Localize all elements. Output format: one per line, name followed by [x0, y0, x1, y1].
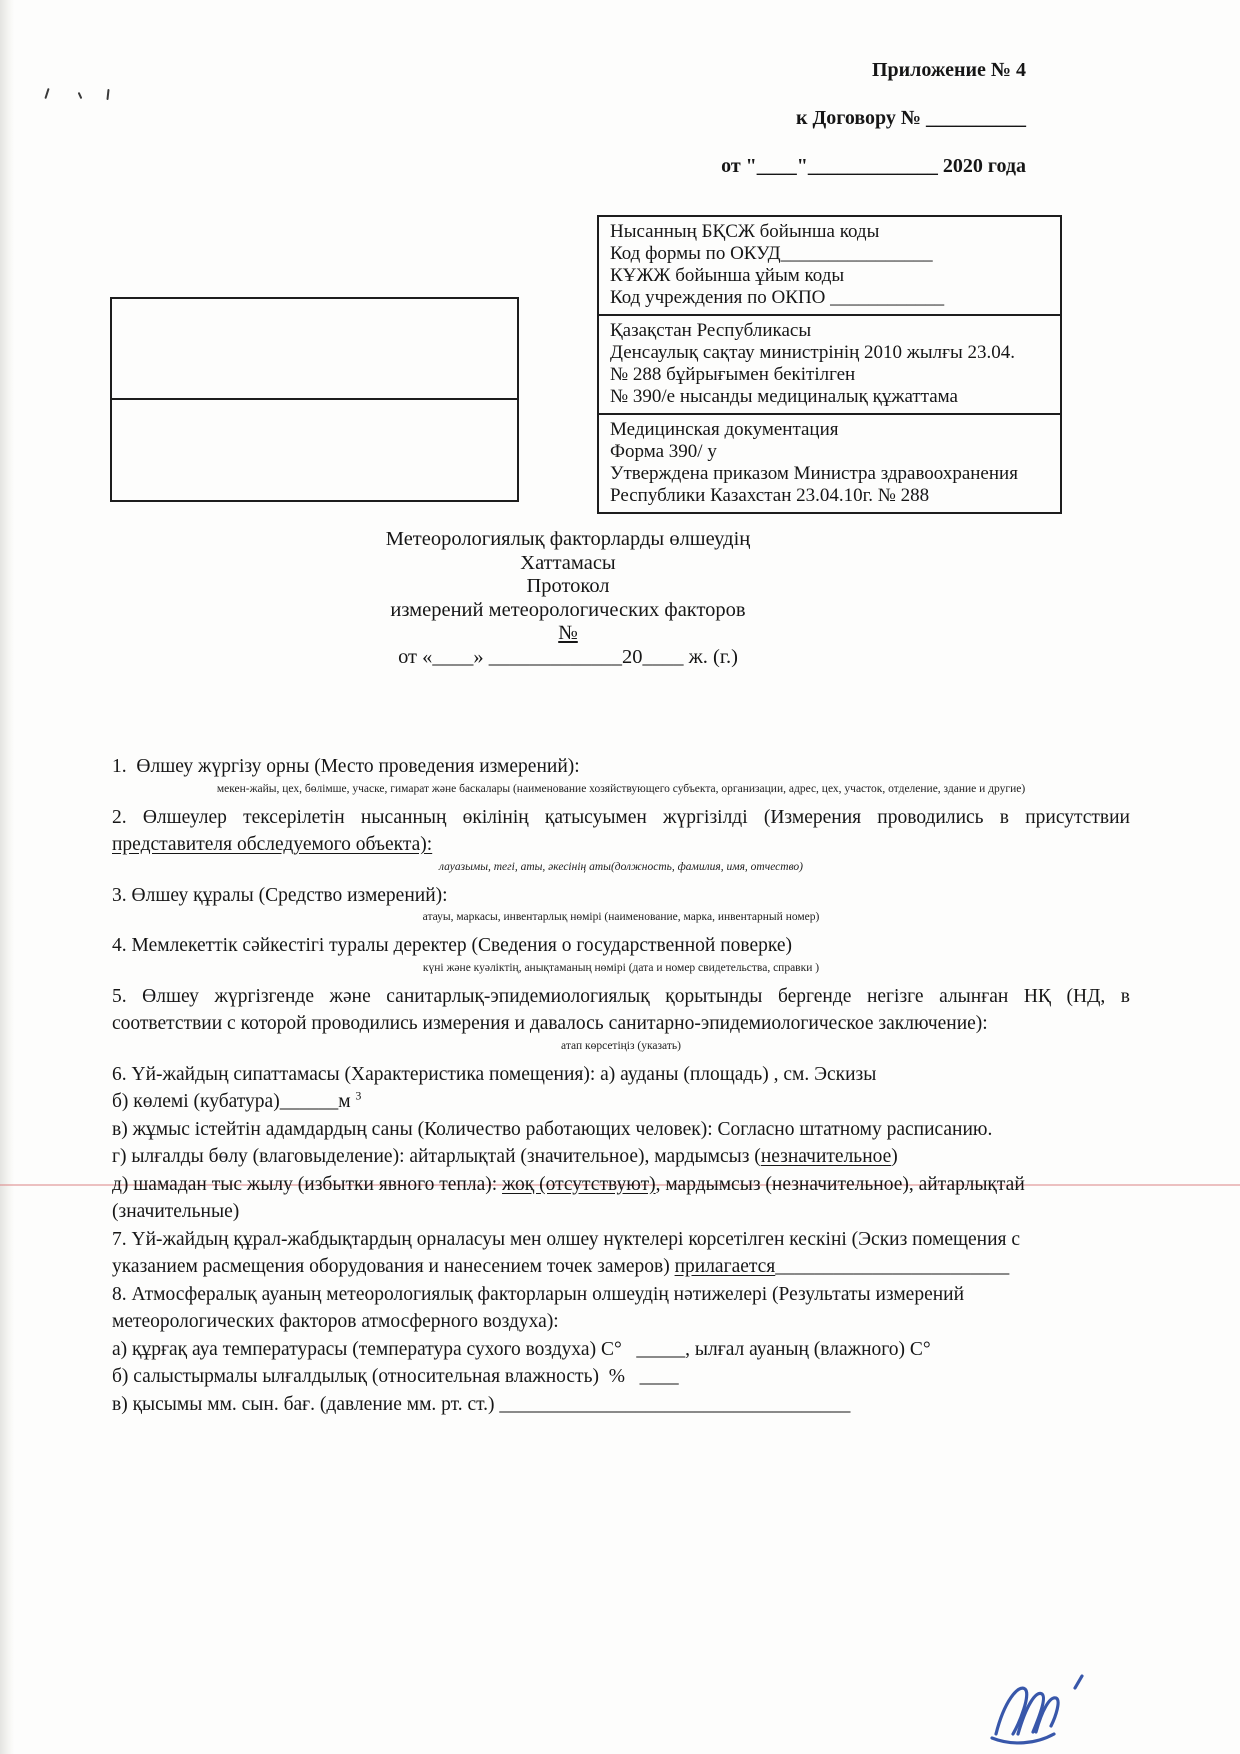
- protocol-title: [112, 528, 1024, 669]
- form-line: мекен-жайы, цех, бөлімше, учаске, гимарат және баскалары (наименование хозяйствующего субъекта, организации, адрес, цех, участок, отделение, здание и другие): [216, 782, 1026, 795]
- form-line: г) ылғалды бөлу (влаговыделение): айтарлықтай (значительное), мардымсыз (незначительное): [112, 1146, 898, 1167]
- text-line: Нысанның БҚСЖ бойынша коды: [610, 221, 880, 242]
- document-header: [721, 58, 1026, 202]
- form-line: 5. Өлшеу жүргізгенде және санитарлық-эпидемиологиялық қорытынды бергенде негізге алынған НҚ (НД, в: [112, 985, 1130, 1007]
- codes-cell: [599, 217, 1060, 314]
- form-line: б) көлемі (кубатура)______м $^3$: [112, 1088, 362, 1112]
- form-line: 2. Өлшеулер тексерілетін нысанның өкілінің қатысуымен жүргізілді (Измерения проводились в присутствии: [112, 806, 1130, 828]
- pen-mark: [106, 89, 109, 100]
- form-line: күні және куәліктің, анықтаманың нөмірі (дата и номер свидетельства, справки ): [422, 961, 820, 974]
- form-line: д) шамадан тыс жылу (избытки явного тепла): жоқ (отсутствуют), мардымсыз (незначительное), айтарлықтай: [112, 1173, 1025, 1195]
- text-line: Код формы по ОКУД________________: [610, 243, 933, 264]
- form-body: [112, 753, 1130, 1418]
- form-line: в) қысымы мм. сын. бағ. (давление мм. рт. ст.) ____________________________________: [112, 1393, 851, 1415]
- form-line: б) салыстырмалы ылғалдылық (относительная влажность) % ____: [112, 1366, 679, 1387]
- text-line: КҰЖЖ бойынша ұйым коды: [610, 265, 845, 286]
- empty-cell: [112, 299, 517, 400]
- text-line: № 288 бұйрығымен бекітілген: [610, 364, 856, 385]
- text-line: Протокол: [526, 575, 610, 597]
- form-line: 4. Мемлекеттік сәйкестігі туралы деректер (Сведения о государственной поверке): [112, 935, 793, 956]
- form-line: (значительные): [112, 1201, 240, 1222]
- pen-mark: [44, 88, 49, 99]
- scan-edge-artifact: [0, 0, 14, 1754]
- form-line: атап көрсетіңіз (указать): [561, 1039, 681, 1052]
- form-line: указанием расмещения оборудования и нанесением точек замеров) прилагается________________________: [112, 1256, 1010, 1277]
- pen-mark: [78, 92, 83, 99]
- text-line: Код учреждения по ОКПО ____________: [610, 287, 945, 308]
- empty-cell: [112, 400, 517, 499]
- date-line: от "____"_____________ 2020 года: [721, 155, 1026, 177]
- text-line: Форма 390/ у: [610, 441, 717, 462]
- appendix-label: Приложение № 4: [871, 59, 1026, 81]
- form-line: представителя обследуемого объекта):: [112, 834, 433, 855]
- text-line: Хаттамасы: [520, 551, 616, 574]
- text-line: Денсаулық сақтау министрінің 2010 жылғы 23.04.: [610, 342, 1015, 363]
- form-line: 1. Өлшеу жүргізу орны (Место проведения измерений):: [112, 756, 580, 777]
- text-line: Утверждена приказом Министра здравоохранения: [610, 463, 1018, 484]
- text-line: Метеорологиялық факторларды өлшеудің: [385, 528, 751, 550]
- form-line: в) жұмыс істейтін адамдардың саны (Количество работающих человек): Согласно штатному расписанию.: [112, 1118, 993, 1140]
- text-line: Республики Казахстан 23.04.10г. № 288: [610, 485, 930, 506]
- form-line: а) құрғақ ауа температурасы (температура сухого воздуха) С° _____, ылғал ауаның (влажного) С°: [112, 1338, 931, 1360]
- codes-table: [597, 215, 1062, 514]
- text-line: №: [558, 622, 578, 644]
- left-empty-box: [110, 297, 519, 502]
- text-line: № 390/е нысанды медициналық құжаттама: [610, 386, 958, 407]
- form-line: 8. Атмосфералық ауаның метеорологиялық факторларын олшеудің нәтижелері (Результаты измерений: [112, 1283, 965, 1305]
- text-line: Қазақстан Республикасы: [610, 320, 812, 341]
- text-line: Медицинская документация: [610, 419, 839, 440]
- form-line: метеорологических факторов атмосферного воздуха):: [112, 1311, 559, 1332]
- form-line: 6. Үй-жайдың сипаттамасы (Характеристика помещения): а) ауданы (площадь) , см. Эскизы: [112, 1063, 877, 1085]
- text-line: измерений метеорологических факторов: [390, 598, 746, 621]
- signature: [978, 1668, 1098, 1754]
- text-line: от «____» _____________20____ ж. (г.): [398, 645, 738, 668]
- form-line: 3. Өлшеу құралы (Средство измерений):: [112, 884, 448, 906]
- contract-number-line: к Договору № __________: [796, 107, 1026, 129]
- form-line: лауазымы, тегі, аты, әкесінің аты(должность, фамилия, имя, отчество): [438, 860, 803, 873]
- form-line: атауы, маркасы, инвентарлық нөмірі (наименование, марка, инвентарный номер): [422, 911, 820, 923]
- form-line: соответствии с которой проводились измерения и давалось санитарно-эпидемиологическое заключение):: [112, 1013, 988, 1034]
- meddoc-cell: [599, 413, 1060, 512]
- approval-cell: [599, 314, 1060, 413]
- form-line: 7. Үй-жайдың құрал-жабдықтардың орналасуы мен олшеу нүктелері корсетілген кескіні (Эскиз помещения с: [112, 1228, 1021, 1250]
